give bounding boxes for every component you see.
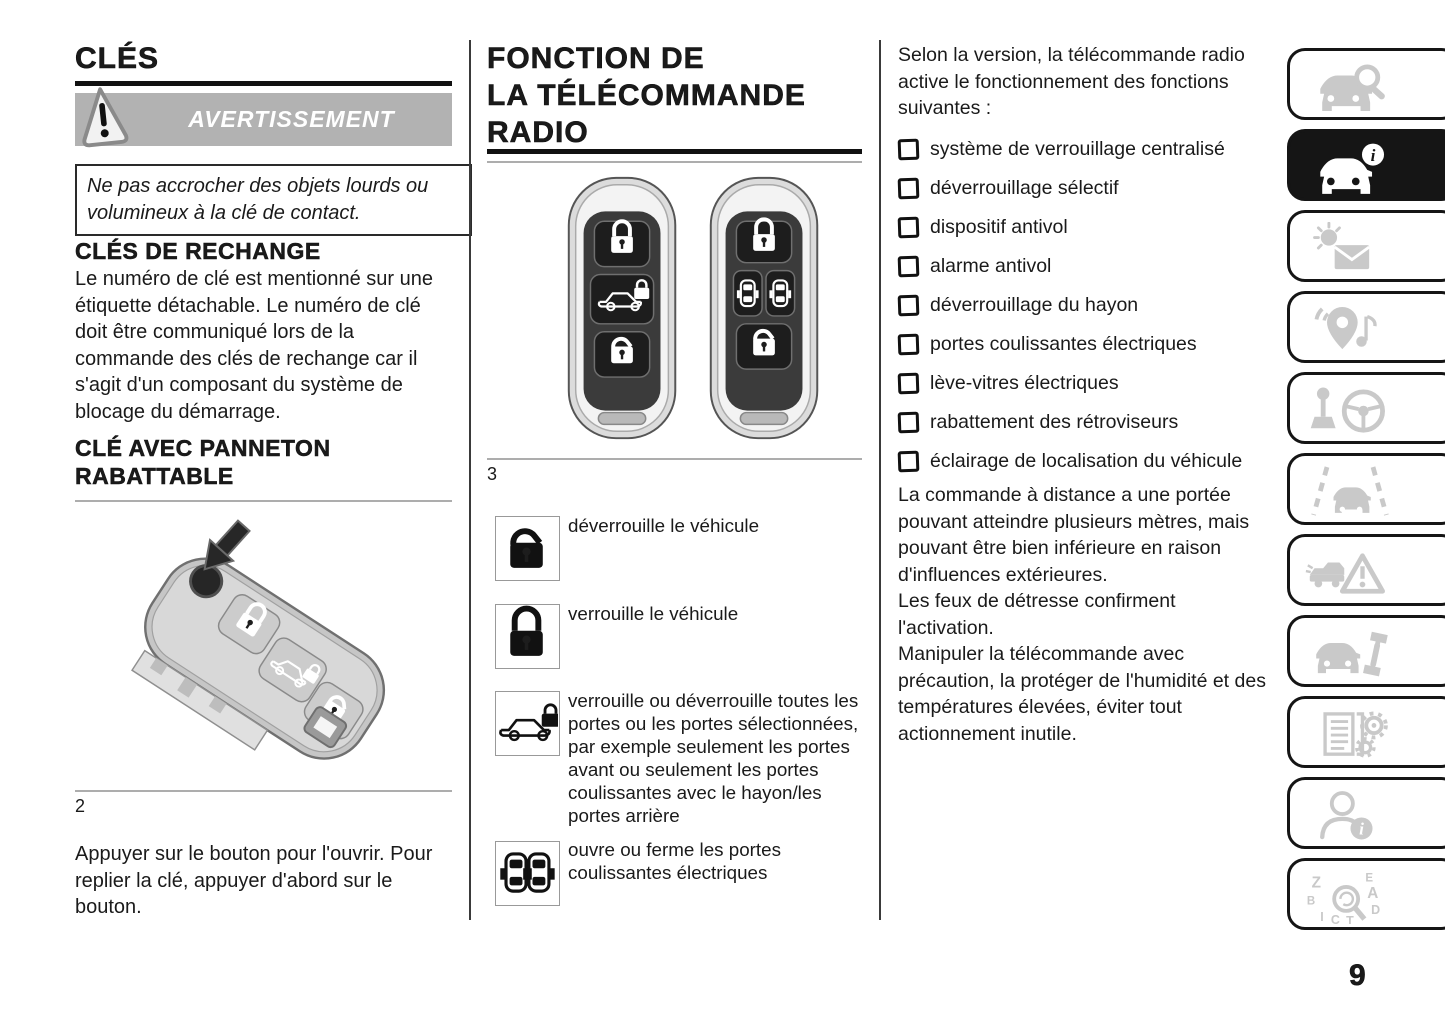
location-audio-icon [1304,303,1396,357]
feature-label: dispositif antivol [930,216,1068,238]
remote-keys-figure [545,170,845,452]
square-bullet-icon [898,333,920,355]
function-text: verrouille ou déverrouille toutes les portes ou les portes sélectionnées, par exemple seulement les portes avant ou seulement les portes coulissantes avec le hayon/les portes arrière [568,690,859,826]
remote-intro-text: Selon la version, la télécommande radio active le fonctionnement des fonctions suivantes : [898,44,1245,119]
heading-flip-key [75,434,331,490]
feature-item [898,134,1225,164]
tab-technical-data[interactable] [1287,696,1445,768]
feature-label: système de verrouillage centralisé [930,138,1225,160]
svg-text:B: B [1306,895,1316,908]
feature-label: alarme antivol [930,255,1052,277]
person-info-icon [1304,789,1396,843]
feature-label: déverrouillage sélectif [930,177,1119,199]
feature-label: portes coulissantes électriques [930,333,1197,355]
tab-index[interactable] [1287,858,1445,930]
heading-flip-key-line2: RABATTABLE [75,463,234,489]
figure-bottom-rule [75,790,452,792]
title-rule [487,149,862,154]
gearshift-steering-icon [1304,384,1396,438]
tab-vehicle-info[interactable] [1287,129,1445,201]
feature-label: rabattement des rétroviseurs [930,411,1179,433]
flip-key-text: Appuyer sur le bouton pour l'ouvrir. Pour replier la clé, appuyer d'abord sur le bouton. [75,843,433,918]
feature-label: éclairage de localisation du véhicule [930,450,1243,472]
remote-note-paragraph: La commande à distance a une portée pouvant atteindre plusieurs mètres, mais pouvant être bien inférieure en raison d'influences extérieures. [898,484,1250,586]
function-text: verrouille le véhicule [568,603,739,624]
specs-gears-icon [1304,708,1396,762]
function-text: ouvre ou ferme les portes coulissantes électriques [568,839,781,883]
square-bullet-icon [898,177,920,199]
sliding-doors-icon [495,841,560,906]
figure-label: 3 [487,464,498,484]
title-line3: RADIO [487,116,589,149]
car-info-icon [1304,141,1396,195]
tab-lights-messages[interactable] [1287,210,1445,282]
square-bullet-icon [898,138,920,160]
car-wrench-icon [1304,627,1396,681]
feature-item [898,290,1138,320]
svg-text:Z: Z [1311,874,1322,892]
right-column [898,0,1276,1018]
svg-text:D: D [1371,903,1381,918]
warning-note-box [75,164,472,236]
lock-icon [495,604,560,669]
square-bullet-icon [898,450,920,472]
figure-top-rule [487,161,862,163]
feature-label: lève-vitres électriques [930,372,1119,394]
square-bullet-icon [898,255,920,277]
warning-triangle-icon [77,84,129,148]
breakdown-triangle-icon [1304,546,1396,600]
feature-item [898,329,1197,359]
square-bullet-icon [898,372,920,394]
heading-spare-keys: CLÉS DE RECHANGE [75,238,321,264]
figure-top-rule [75,500,452,502]
car-magnifier-icon [1304,60,1396,114]
warning-banner-label: AVERTISSEMENT [188,106,395,132]
remote-note-paragraph: Manipuler la télécommande avec précaution, la protéger de l'humidité et des températures élevées, éviter tout actionnement inutile. [898,643,1266,745]
feature-item [898,407,1178,437]
function-text: déverrouille le véhicule [568,515,760,536]
tab-navigation-audio[interactable] [1287,291,1445,363]
svg-text:T: T [1346,913,1354,924]
column-divider [879,40,881,920]
spare-keys-text: Le numéro de clé est mentionné sur une étiquette détachable. Le numéro de clé doit être communiqué lors de la commande des clés de rechange car il s'agit d'un composant du système de blocage du démarrage. [75,268,433,423]
page-title-remote [487,40,806,151]
tab-maintenance[interactable] [1287,615,1445,687]
figure-bottom-rule [487,458,862,460]
square-bullet-icon [898,216,920,238]
tab-driver-assistance[interactable] [1287,453,1445,525]
unlock-icon [495,516,560,581]
remote-note-paragraph: Les feux de détresse confirment l'activation. [898,590,1176,639]
figure-label: 2 [75,796,86,816]
remote-notes [898,482,1276,747]
warning-note-text: Ne pas accrocher des objets lourds ou volumineux à la clé de contact. [87,175,429,224]
title-line1: FONCTION DE [487,42,705,75]
feature-item [898,446,1242,476]
square-bullet-icon [898,294,920,316]
square-bullet-icon [898,411,920,433]
svg-text:I: I [1320,909,1324,924]
tab-emergency[interactable] [1287,534,1445,606]
feature-item [898,251,1051,281]
svg-text:i: i [1359,819,1364,839]
left-column [75,0,452,1018]
tab-vehicle-overview[interactable] [1287,48,1445,120]
feature-item [898,368,1119,398]
column-divider [469,40,471,920]
heading-flip-key-line1: CLÉ AVEC PANNETON [75,435,331,461]
page-title-keys: CLÉS [75,42,160,75]
flip-key-figure [127,507,439,783]
svg-text:i: i [1370,145,1376,165]
alphabetical-index-icon [1304,870,1396,924]
svg-text:C: C [1330,912,1340,924]
page-number: 9 [1349,959,1366,992]
lane-assist-icon [1304,465,1396,519]
light-envelope-icon [1304,222,1396,276]
tab-owner-info[interactable] [1287,777,1445,849]
feature-label: déverrouillage du hayon [930,294,1139,316]
title-rule [75,81,452,86]
car-lock-icon [495,691,560,756]
title-line2: LA TÉLÉCOMMANDE [487,79,806,112]
tab-driving[interactable] [1287,372,1445,444]
warning-banner [75,93,452,146]
feature-item [898,173,1119,203]
svg-text:E: E [1365,872,1374,885]
feature-item [898,212,1068,242]
svg-text:A: A [1367,884,1379,902]
middle-column [487,0,862,1018]
